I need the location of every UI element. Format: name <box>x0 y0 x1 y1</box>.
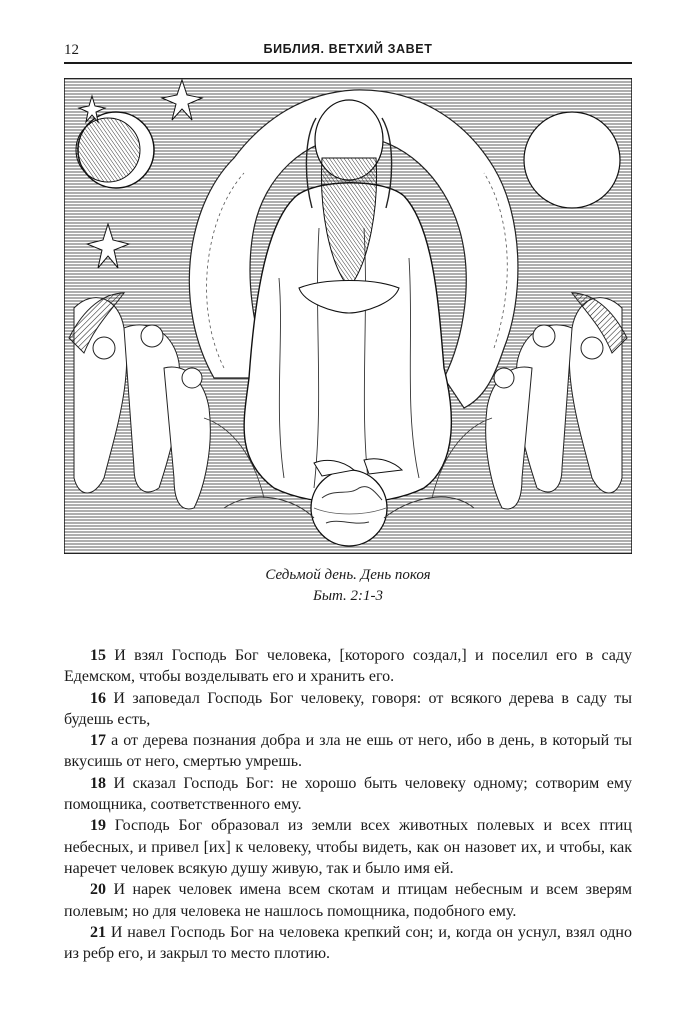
verse-text: а от дерева познания добра и зла не ешь от него, ибо в день, в который ты вкусишь от него, смертью умрешь. <box>64 732 632 771</box>
verse-text: Господь Бог образовал из земли всех животных полевых и всех птиц небесных, и привел [их] к человеку, чтобы видеть, как он назовет их, и чтобы, как наречет человек всякую душу живую, так и было имя ей. <box>64 817 632 877</box>
verse-text: И сказал Господь Бог: не хорошо быть человеку одному; сотворим ему помощника, соответственного ему. <box>64 774 632 814</box>
verse-text: И навел Господь Бог на человека крепкий сон; и, когда он уснул, взял одно из ребр его, и закрыл то место плотию. <box>64 923 632 963</box>
verse-number: 19 <box>90 817 106 835</box>
verse-15 <box>64 645 632 688</box>
illustration-caption-title: Седьмой день. День покоя <box>265 567 431 583</box>
globe-icon <box>311 470 387 546</box>
engraving-seventh-day <box>64 78 632 554</box>
sun-icon <box>524 112 620 208</box>
verse-number: 18 <box>90 774 106 792</box>
verse-block <box>64 645 632 964</box>
verse-number: 16 <box>90 689 106 707</box>
verse-number: 21 <box>90 923 106 941</box>
verse-text: И заповедал Господь Бог человеку, говоря: от всякого дерева в саду ты будешь есть, <box>64 689 632 728</box>
page-header <box>64 40 632 60</box>
illustration-caption-reference: Быт. 2:1-3 <box>312 588 383 604</box>
page-number: 12 <box>64 42 79 58</box>
verse-number: 20 <box>90 881 106 899</box>
verse-19 <box>64 815 632 879</box>
verse-text: И взял Господь Бог человека, [которого создал,] и поселил его в саду Едемском, чтобы возделывать его и хранить его. <box>64 647 632 686</box>
header-rule <box>64 62 632 64</box>
verse-number: 15 <box>90 647 106 664</box>
verse-21 <box>64 922 632 965</box>
verse-20 <box>64 879 632 922</box>
verse-17 <box>64 730 632 773</box>
running-title: БИБЛИЯ. ВЕТХИЙ ЗАВЕТ <box>263 42 433 56</box>
verse-18 <box>64 773 632 816</box>
verse-16 <box>64 688 632 731</box>
verse-text: И нарек человек имена всем скотам и птицам небесным и всем зверям полевым; но для человека не нашлось помощника, подобного ему. <box>64 881 632 920</box>
verse-number: 17 <box>90 732 106 750</box>
